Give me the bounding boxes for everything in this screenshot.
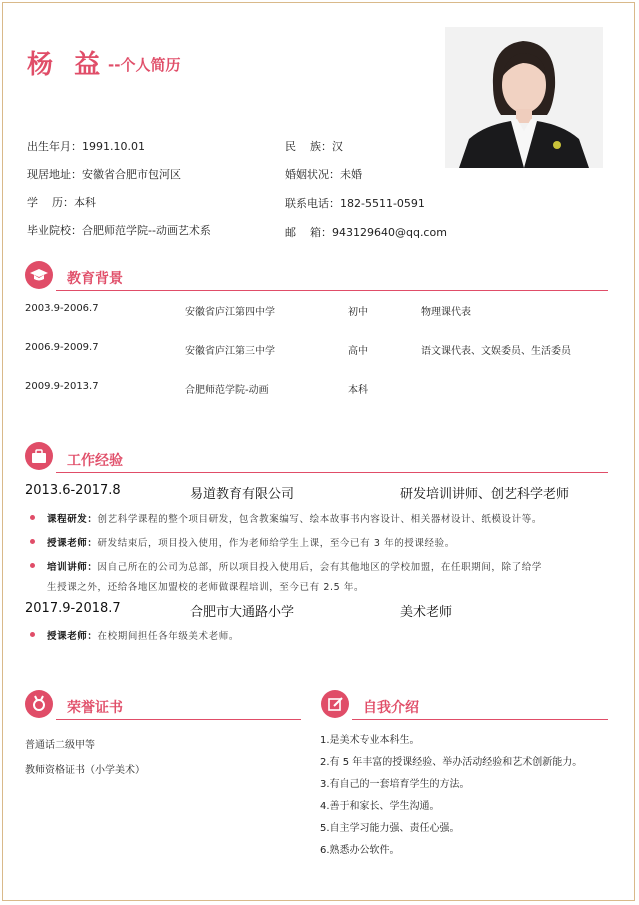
graduation-cap-icon	[25, 261, 53, 289]
job-item	[47, 511, 542, 525]
education-period: 2009.9-2013.7	[25, 381, 99, 392]
job-item	[47, 535, 455, 549]
education-school: 合肥师范学院-动画	[185, 385, 269, 396]
candidate-name: 杨 益	[27, 50, 102, 80]
education-school: 安徽省庐江第三中学	[185, 346, 275, 357]
job-item-text: 在校期间担任各年级美术老师。	[97, 631, 239, 642]
edit-icon	[321, 690, 349, 718]
phone: 联系电话：182-5511-0591	[285, 197, 425, 210]
profile-photo	[445, 27, 603, 168]
job-item-text: 创艺科学课程的整个项目研发，包含教案编写、绘本故事书内容设计、相关器材设计、纸模设计等。	[97, 514, 542, 525]
job-item-text: 研发结束后，项目投入使用，作为老师给学生上课，至今已有 3 年的授课经验。	[97, 538, 455, 549]
honors-title: 荣誉证书	[67, 700, 123, 716]
school: 毕业院校：合肥师范学院--动画艺术系	[27, 224, 211, 237]
job-item-label: 课程研发：	[47, 514, 98, 525]
job-item-continuation: 生授课之外，还给各地区加盟校的老师做课程培训，至今已有 2.5 年。	[47, 582, 365, 593]
self-intro-divider	[352, 719, 608, 720]
self-intro-title: 自我介绍	[363, 700, 419, 716]
birth-date: 出生年月：1991.10.01	[27, 140, 145, 153]
degree: 学 历：本科	[27, 196, 96, 209]
education-note: 物理课代表	[421, 307, 471, 318]
bullet-dot	[30, 539, 35, 544]
education-period: 2003.9-2006.7	[25, 303, 99, 314]
self-intro-item: 2.有 5 年丰富的授课经验、举办活动经验和艺术创新能力。	[320, 757, 583, 768]
job-item-label: 授课老师：	[47, 538, 98, 549]
self-intro-item: 4.善于和家长、学生沟通。	[320, 801, 440, 812]
work-title: 工作经验	[67, 453, 123, 469]
marital-status: 婚姻状况：未婚	[285, 168, 362, 181]
self-intro-item: 3.有自己的一套培育学生的方法。	[320, 779, 470, 790]
job-item-label: 授课老师：	[47, 631, 98, 642]
education-note: 语文课代表、文娱委员、生活委员	[421, 346, 571, 357]
self-intro-item: 1.是美术专业本科生。	[320, 735, 420, 746]
honors-divider	[56, 719, 301, 720]
education-level: 高中	[348, 346, 368, 357]
work-divider	[56, 472, 608, 473]
ethnicity: 民 族：汉	[285, 140, 343, 153]
job-period: 2013.6-2017.8	[25, 483, 121, 498]
job-item	[47, 628, 239, 642]
self-intro-item: 5.自主学习能力强、责任心强。	[320, 823, 460, 834]
job-item	[47, 559, 542, 573]
medal-icon	[25, 690, 53, 718]
bullet-dot	[30, 632, 35, 637]
address: 现居地址：安徽省合肥市包河区	[27, 168, 181, 181]
bullet-dot	[30, 515, 35, 520]
education-title: 教育背景	[67, 271, 123, 287]
job-item-text: 因自己所在的公司为总部，所以项目投入使用后，会有其他地区的学校加盟，在任职期间，除了给学	[97, 562, 542, 573]
education-level: 初中	[348, 307, 368, 318]
education-period: 2006.9-2009.7	[25, 342, 99, 353]
self-intro-item: 6.熟悉办公软件。	[320, 845, 400, 856]
job-period: 2017.9-2018.7	[25, 601, 121, 616]
job-role: 研发培训讲师、创艺科学老师	[400, 487, 570, 502]
honor-item: 普通话二级甲等	[25, 740, 95, 751]
education-level: 本科	[348, 385, 368, 396]
job-item-label: 培训讲师：	[47, 562, 98, 573]
bullet-dot	[30, 563, 35, 568]
job-company: 合肥市大通路小学	[190, 605, 295, 620]
briefcase-icon	[25, 442, 53, 470]
education-divider	[56, 290, 608, 291]
job-company: 易道教育有限公司	[190, 487, 295, 502]
education-school: 安徽省庐江第四中学	[185, 307, 275, 318]
email: 邮 箱：943129640@qq.com	[285, 226, 447, 239]
honor-item: 教师资格证书（小学美术）	[25, 765, 145, 776]
resume-subtitle: --个人简历	[108, 56, 181, 74]
job-role: 美术老师	[400, 605, 453, 620]
